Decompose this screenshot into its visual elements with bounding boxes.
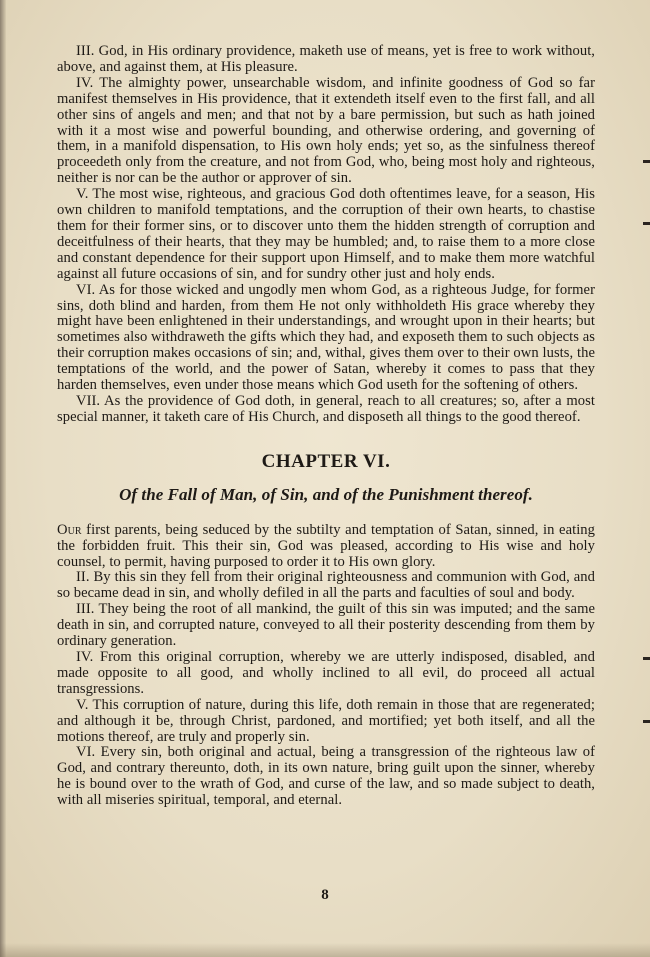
paragraph-iii: III. God, in His ordinary providence, maketh use of means, yet is free to work without, above, and against them, at His pleasure. — [57, 43, 595, 75]
page-number: 8 — [321, 887, 329, 903]
chapter-paragraph-vi: VI. Every sin, both original and actual, being a transgression of the righteous law of God, and contrary thereunto, doth, in its own nature, bring guilt upon the sinner, whereby he is bound over to the wrath of God, and curse of the law, and so made subject to death, with all miseries spiritual, temporal, and eternal. — [57, 744, 595, 809]
margin-mark — [643, 657, 650, 660]
chapter-paragraph-i — [57, 523, 595, 571]
opening-text: first parents, being seduced by the subtilty and temptation of Satan, sinned, in eating the forbidden fruit. This their sin, God was pleased, according to His wise and holy counsel, to permit, having purposed to order it to His own glory. — [57, 521, 595, 570]
margin-mark — [643, 222, 650, 225]
paragraph-v: V. The most wise, righteous, and gracious God doth oftentimes leave, for a season, His own children to manifold temptations, and the corruption of their own hearts, to chastise them for their former sins, or to discover unto them the hidden strength of corruption and deceitfulness of their hearts, that they may be humbled; and, to raise them to a more close and constant dependence for their support upon Himself, and to make them more watchful against all future occasions of sin, and for sundry other just and holy ends. — [57, 186, 595, 282]
margin-mark — [643, 720, 650, 723]
page-text — [57, 44, 595, 809]
chapter-paragraph-v: V. This corruption of nature, during this life, doth remain in those that are regenerated; and although it be, through Christ, pardoned, and mortified; yet both itself, and all the motions thereof, are truly and properly sin. — [57, 696, 595, 745]
chapter-subtitle: Of the Fall of Man, of Sin, and of the Punishment thereof. — [119, 484, 533, 504]
paragraph-iv: IV. The almighty power, unsearchable wisdom, and infinite goodness of God so far manifest themselves in His providence, that it extendeth itself even to the first fall, and all other sins of angels and men; and that not by a bare permission, but such as hath joined with it a most wise and powerful bounding, and otherwise ordering, and governing of them, in a manifold dispensation, to His own holy ends; yet so, as the sinfulness thereof proceedeth only from the creature, and not from God, who, being most holy and righteous, neither is nor can be the author or approver of sin. — [57, 74, 595, 187]
chapter-paragraph-iii: III. They being the root of all mankind, the guilt of this sin was imputed; and the same death in sin, and corrupted nature, conveyed to all their posterity descending from them by ordinary generation. — [57, 601, 595, 650]
chapter-paragraph-iv: IV. From this original corruption, whereby we are utterly indisposed, disabled, and made opposite to all good, and wholly inclined to all evil, do proceed all actual transgressions. — [57, 649, 595, 697]
chapter-paragraph-ii: II. By this sin they fell from their original righteousness and communion with God, and so became dead in sin, and wholly defiled in all the parts and faculties of soul and body. — [57, 569, 595, 602]
opening-word: Our — [57, 521, 82, 538]
paragraph-vi: VI. As for those wicked and ungodly men whom God, as a righteous Judge, for former sins, doth blind and harden, from them He not only withholdeth His grace whereby they might have been enlightened in their understandings, and wrought upon in their hearts; but sometimes also withdraweth the gifts which they had, and exposeth them to such objects as their corruption makes occasions of sin; and, withal, gives them over to their own lusts, the temptations of the world, and the power of Satan, whereby it comes to pass that they harden themselves, even under those means which God useth for the softening of others. — [57, 281, 595, 394]
page-binding-edge — [0, 0, 6, 957]
margin-mark — [643, 160, 650, 163]
paragraph-vii: VII. As the providence of God doth, in general, reach to all creatures; so, after a most special manner, it taketh care of His Church, and disposeth all things to the good thereof. — [57, 392, 595, 425]
page-bottom-shadow — [0, 943, 650, 957]
chapter-title: CHAPTER VI. — [261, 450, 391, 472]
